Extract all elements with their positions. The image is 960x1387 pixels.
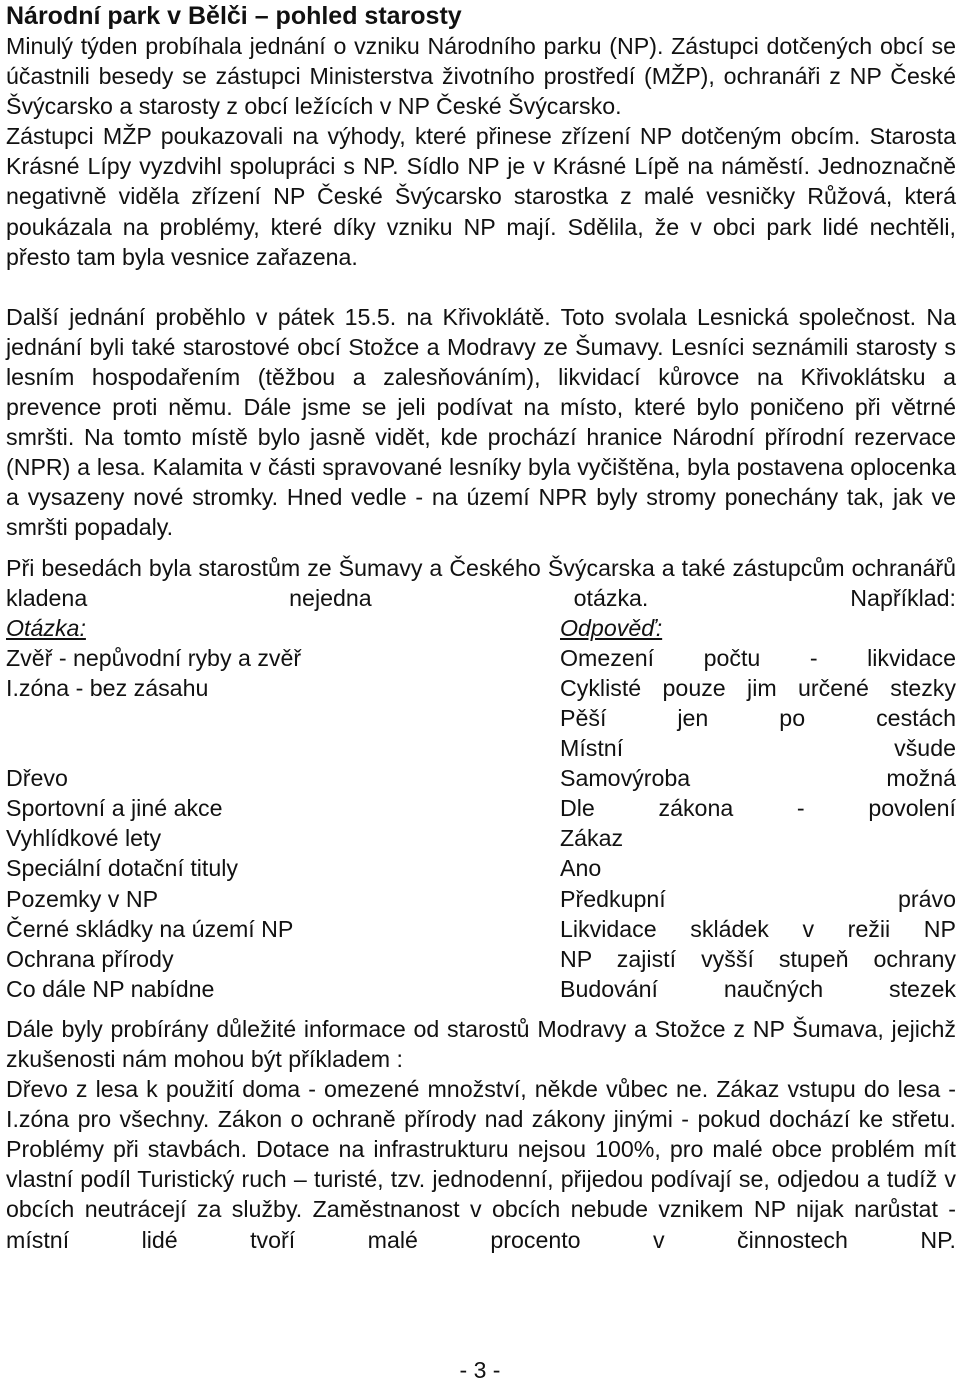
qa-question: Sportovní a jiné akce (6, 795, 223, 822)
answer-header: Odpověď: (560, 614, 663, 641)
question-answer-table (6, 613, 956, 1004)
qa-question: Pozemky v NP (6, 885, 159, 912)
qa-question: Speciální dotační tituly (6, 855, 239, 882)
document-page (6, 0, 956, 1255)
qa-question: Zvěř - nepůvodní ryby a zvěř (6, 644, 302, 671)
question-header: Otázka: (6, 614, 86, 641)
qa-question: I.zóna - bez zásahu (6, 674, 209, 701)
qa-answer: Budování naučných stezek (560, 975, 956, 1002)
qa-answer: Místní všude (560, 735, 956, 762)
questions-intro-paragraph: Při besedách byla starostům ze Šumavy a Českého Švýcarska a také zástupcům ochranářů kladena nejedna otázka. Například: (6, 554, 956, 611)
qa-answer: Omezení počtu - likvidace (560, 644, 956, 671)
qa-question: Co dále NP nabídne (6, 975, 215, 1002)
qa-question: Ochrana přírody (6, 945, 174, 972)
qa-answer: Dle zákona - povolení (560, 795, 956, 822)
qa-answer: Cyklisté pouze jim určené stezky (560, 674, 956, 701)
qa-question: Vyhlídkové lety (6, 825, 162, 852)
qa-answer: Zákaz (560, 825, 624, 852)
page-title: Národní park v Bělči – pohled starosty (6, 2, 462, 30)
sumava-info-paragraph: Dále byly probírány důležité informace od starostů Modravy a Stožce z NP Šumava, jejichž zkušenosti nám mohou být příkladem : (6, 1015, 956, 1072)
qa-answer: Předkupní právo (560, 885, 956, 912)
paragraph-gap (6, 272, 956, 302)
paragraph-gap (6, 543, 956, 553)
qa-question: Černé skládky na území NP (6, 915, 294, 942)
qa-question (6, 703, 560, 733)
qa-question (6, 733, 560, 763)
qa-answer: Likvidace skládek v režii NP (560, 915, 956, 942)
mzp-paragraph: Zástupci MŽP poukazovali na výhody, které přinese zřízení NP dotčeným obcím. Starosta Krásné Lípy vyzdvihl spolupráci s NP. Sídlo NP je v Krásné Lípě na náměstí. Jednoznačně negativně viděla zřízení NP České Švýcarsko starostka z malé vesničky Růžová, která poukázala na problémy, které díky vzniku NP mají. Sdělila, že v obci park lidé nechtěli, přesto tam byla vesnice zařazena. (6, 123, 956, 270)
qa-answer: NP zajistí vyšší stupeň ochrany (560, 945, 956, 972)
paragraph-gap (6, 1004, 956, 1014)
qa-answer: Samovýroba možná (560, 765, 956, 792)
page-number: - 3 - (459, 1357, 501, 1383)
qa-answer: Ano (560, 855, 602, 882)
intro-paragraph: Minulý týden probíhala jednání o vzniku Národního parku (NP). Zástupci dotčených obcí se účastnili besedy se zástupci Ministerstva životního prostředí (MŽP), ochranáři z NP České Švýcarsko a starosty z obcí ležících v NP České Švýcarsko. (6, 33, 956, 120)
sumava-experience-paragraph: Dřevo z lesa k použití doma - omezené množství, někde vůbec ne. Zákaz vstupu do lesa - I.zóna pro všechny. Zákon o ochraně přírody nad zákony jinými - pokud dochází ke střetu. Problémy při stavbách. Dotace na infrastrukturu nejsou 100%, pro malé obce problém mít vlastní podíl Turistický ruch – turisté, tzv. jednodenní, přijedou podívají se, odjedou a tudíž v obcích neutrácejí za služby. Zaměstnanost v obcích nebude vznikem NP nijak narůstat - místní lidé tvoří malé procento v činnostech NP. (6, 1076, 956, 1253)
qa-question: Dřevo (6, 765, 68, 792)
qa-answer: Pěší jen po cestách (560, 704, 956, 731)
krivoklat-paragraph: Další jednání proběhlo v pátek 15.5. na Křivoklátě. Toto svolala Lesnická společnost. Na jednání byli také starostové obcí Stožce a Modravy ze Šumavy. Lesníci seznámili starosty s lesním hospodařením (těžbou a zalesňováním), likvidací kůrovce na Křivoklátsku a prevence proti němu. Dále jsme se jeli podívat na místo, které bylo poničeno při větrné smršti. Na tomto místě bylo jasně vidět, kde prochází hranice Národní přírodní rezervace (NPR) a lesa. Kalamita v části spravované lesníky byla vyčištěna, byla postavena oplocenka a vysazeny nové stromky. Hned vedle - na území NPR byly stromy ponechány tak, jak ve smršti popadaly. (6, 303, 956, 541)
